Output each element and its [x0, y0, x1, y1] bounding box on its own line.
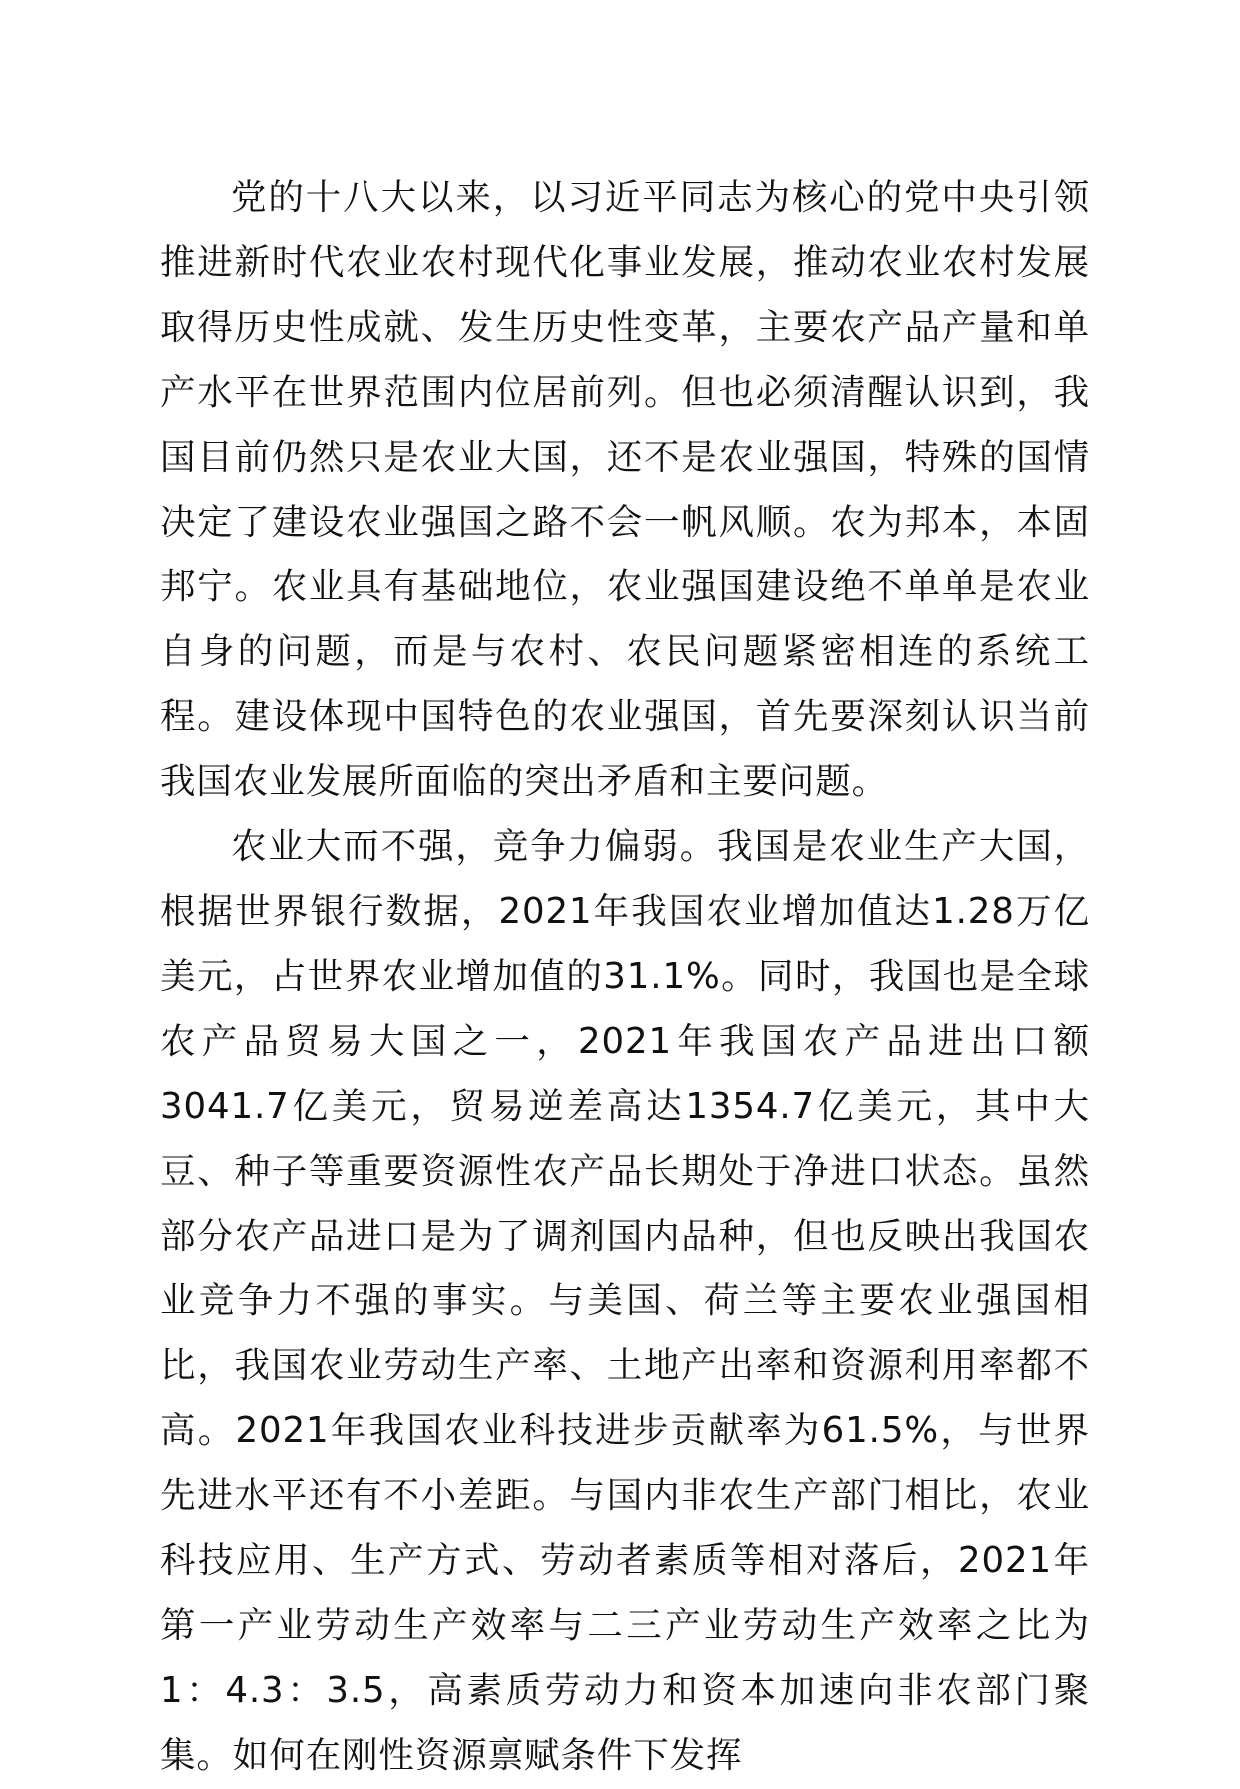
document-body — [160, 166, 1090, 1789]
paragraph-1: 党的十八大以来，以习近平同志为核心的党中央引领推进新时代农业农村现代化事业发展，推动农业农村发展取得历史性成就、发生历史性变革，主要农产品产量和单产水平在世界范围内位居前列。但也必须清醒认识到，我国目前仍然只是农业大国，还不是农业强国，特殊的国情决定了建设农业强国之路不会一帆风顺。农为邦本，本固邦宁。农业具有基础地位，农业强国建设绝不单单是农业自身的问题，而是与农村、农民问题紧密相连的系统工程。建设体现中国特色的农业强国，首先要深刻认识当前我国农业发展所面临的突出矛盾和主要问题。 — [160, 177, 1090, 803]
paragraph-2: 农业大而不强，竞争力偏弱。我国是农业生产大国，根据世界银行数据，2021年我国农业增加值达1.28万亿美元，占世界农业增加值的31.1%。同时，我国也是全球农产品贸易大国之一，2021年我国农产品进出口额3041.7亿美元，贸易逆差高达1354.7亿美元，其中大豆、种子等重要资源性农产品长期处于净进口状态。虽然部分农产品进口是为了调剂国内品种，但也反映出我国农业竞争力不强的事实。与美国、荷兰等主要农业强国相比，我国农业劳动生产率、土地产出率和资源利用率都不高。2021年我国农业科技进步贡献率为61.5%，与世界先进水平还有不小差距。与国内非农生产部门相比，农业科技应用、生产方式、劳动者素质等相对落后，2021年第一产业劳动生产效率与二三产业劳动生产效率之比为1：4.3：3.5，高素质劳动力和资本加速向非农部门聚集。如何在刚性资源禀赋条件下发挥 — [160, 826, 1090, 1776]
